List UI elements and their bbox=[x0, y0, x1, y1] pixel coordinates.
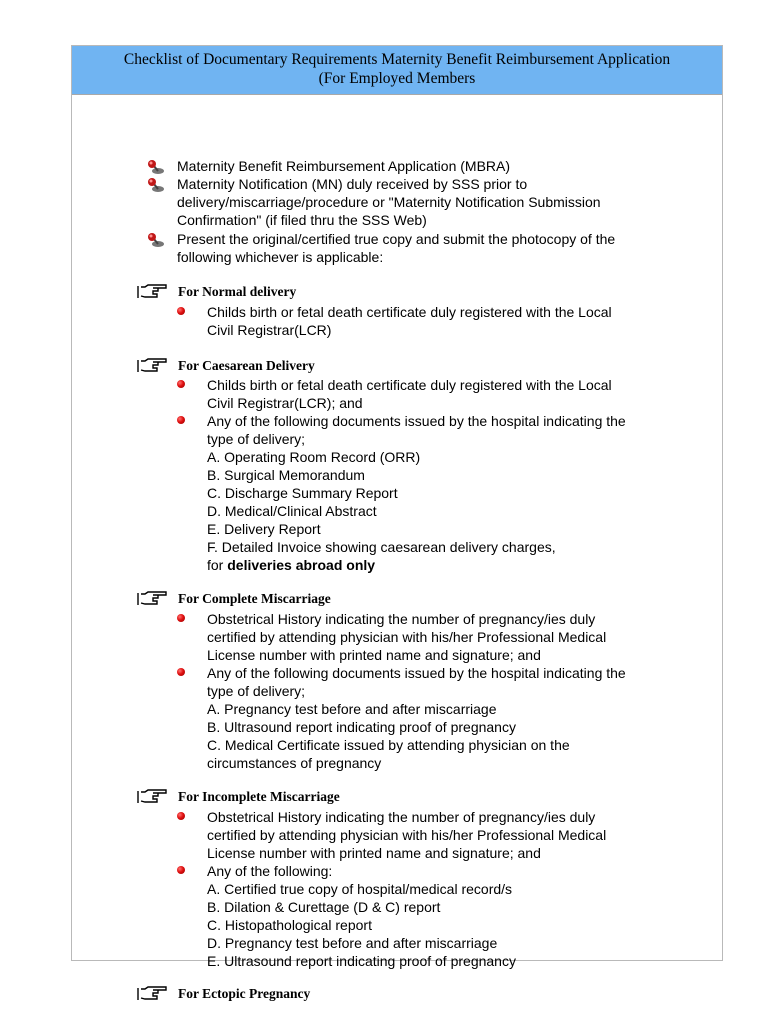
text-line: A. Certified true copy of hospital/medical record/s bbox=[207, 881, 513, 897]
pointing-hand-icon bbox=[136, 591, 168, 607]
text-line: certified by attending physician with his/her Professional Medical bbox=[207, 629, 607, 645]
bullet-text bbox=[207, 808, 677, 862]
intro-item-mn bbox=[146, 175, 647, 229]
section-title: For Incomplete Miscarriage bbox=[178, 789, 340, 804]
bullet-text bbox=[207, 412, 677, 574]
section-normal-delivery bbox=[136, 284, 296, 300]
intro-item-text bbox=[177, 175, 647, 229]
text-line: D. Pregnancy test before and after miscarriage bbox=[207, 935, 498, 951]
bullet-text bbox=[207, 610, 677, 664]
red-bullet-icon bbox=[177, 416, 185, 424]
text-line: Confirmation" (if filed thru the SSS Web) bbox=[177, 212, 427, 228]
text-line: circumstances of pregnancy bbox=[207, 755, 382, 771]
text-line: certified by attending physician with his/her Professional Medical bbox=[207, 827, 607, 843]
pushpin-icon bbox=[146, 231, 166, 249]
section-title: For Caesarean Delivery bbox=[178, 358, 315, 373]
text-line: B. Surgical Memorandum bbox=[207, 467, 365, 483]
text-line: B. Dilation & Curettage (D & C) report bbox=[207, 899, 441, 915]
pointing-hand-icon bbox=[136, 986, 168, 1002]
intro-item-text bbox=[177, 230, 647, 266]
text-line: C. Discharge Summary Report bbox=[207, 485, 398, 501]
text-line: Any of the following documents issued by the hospital indicating the bbox=[207, 665, 626, 681]
bullet-text bbox=[207, 303, 677, 339]
text-line: type of delivery; bbox=[207, 683, 306, 699]
text-line: E. Ultrasound report indicating proof of pregnancy bbox=[207, 953, 516, 969]
bullet-item bbox=[177, 610, 677, 664]
text-line: C. Medical Certificate issued by attending physician on the bbox=[207, 737, 570, 753]
bullet-item bbox=[177, 664, 677, 772]
red-bullet-icon bbox=[177, 866, 185, 874]
text-line: B. Ultrasound report indicating proof of pregnancy bbox=[207, 719, 516, 735]
text-line: Maternity Notification (MN) duly received by SSS prior to bbox=[177, 176, 528, 192]
text-line bbox=[207, 556, 677, 574]
intro-item-mbra bbox=[146, 157, 647, 176]
bullet-item bbox=[177, 376, 677, 412]
intro-item-present bbox=[146, 230, 647, 266]
title-line-1: Checklist of Documentary Requirements Maternity Benefit Reimbursement Application bbox=[123, 51, 671, 68]
pointing-hand-icon bbox=[136, 358, 168, 374]
text-line: A. Operating Room Record (ORR) bbox=[207, 449, 421, 465]
red-bullet-icon bbox=[177, 668, 185, 676]
section-title: For Normal delivery bbox=[178, 284, 297, 299]
bold-text: deliveries abroad only bbox=[227, 557, 376, 573]
pointing-hand-icon bbox=[136, 789, 168, 805]
pushpin-icon bbox=[146, 176, 166, 194]
bullet-item bbox=[177, 808, 677, 862]
text-line: Civil Registrar(LCR) bbox=[207, 322, 332, 338]
bullet-item bbox=[177, 412, 677, 574]
text-line: following whichever is applicable: bbox=[177, 249, 384, 265]
section-caesarean-delivery bbox=[136, 358, 315, 374]
text-line: Obstetrical History indicating the number of pregnancy/ies duly bbox=[207, 809, 596, 825]
bullet-text bbox=[207, 664, 677, 772]
text-line: Present the original/certified true copy and submit the photocopy of the bbox=[177, 231, 616, 247]
pushpin-icon bbox=[146, 158, 166, 176]
bullet-item bbox=[177, 303, 677, 339]
text-line: A. Pregnancy test before and after miscarriage bbox=[207, 701, 497, 717]
section-title: For Ectopic Pregnancy bbox=[178, 986, 311, 1001]
text-line: type of delivery; bbox=[207, 431, 306, 447]
text-line: License number with printed name and signature; and bbox=[207, 845, 541, 861]
red-bullet-icon bbox=[177, 380, 185, 388]
text-line: E. Delivery Report bbox=[207, 521, 321, 537]
text-line: delivery/miscarriage/procedure or "Maternity Notification Submission bbox=[177, 194, 601, 210]
text-line: D. Medical/Clinical Abstract bbox=[207, 503, 377, 519]
title-bar bbox=[72, 46, 722, 95]
text-line: Childs birth or fetal death certificate duly registered with the Local bbox=[207, 377, 612, 393]
title-line-2: (For Employed Members bbox=[318, 69, 476, 87]
text-line: Obstetrical History indicating the number of pregnancy/ies duly bbox=[207, 611, 596, 627]
text-prefix: for bbox=[207, 557, 228, 573]
section-title: For Complete Miscarriage bbox=[178, 591, 331, 606]
text-line: C. Histopathological report bbox=[207, 917, 372, 933]
text-line: Civil Registrar(LCR); and bbox=[207, 395, 363, 411]
text-line: F. Detailed Invoice showing caesarean delivery charges, bbox=[207, 539, 556, 555]
red-bullet-icon bbox=[177, 812, 185, 820]
intro-item-text bbox=[177, 157, 647, 176]
text-line: Maternity Benefit Reimbursement Application (MBRA) bbox=[177, 158, 511, 174]
bullet-text bbox=[207, 376, 677, 412]
red-bullet-icon bbox=[177, 307, 185, 315]
text-line: Any of the following documents issued by the hospital indicating the bbox=[207, 413, 626, 429]
red-bullet-icon bbox=[177, 614, 185, 622]
section-incomplete-miscarriage bbox=[136, 789, 340, 805]
bullet-text bbox=[207, 862, 677, 970]
text-line: Childs birth or fetal death certificate duly registered with the Local bbox=[207, 304, 612, 320]
text-line: Any of the following: bbox=[207, 863, 333, 879]
text-line: License number with printed name and signature; and bbox=[207, 647, 541, 663]
section-ectopic-pregnancy bbox=[136, 986, 310, 1002]
document-page bbox=[71, 45, 723, 1001]
section-complete-miscarriage bbox=[136, 591, 331, 607]
bullet-item bbox=[177, 862, 677, 970]
pointing-hand-icon bbox=[136, 284, 168, 300]
